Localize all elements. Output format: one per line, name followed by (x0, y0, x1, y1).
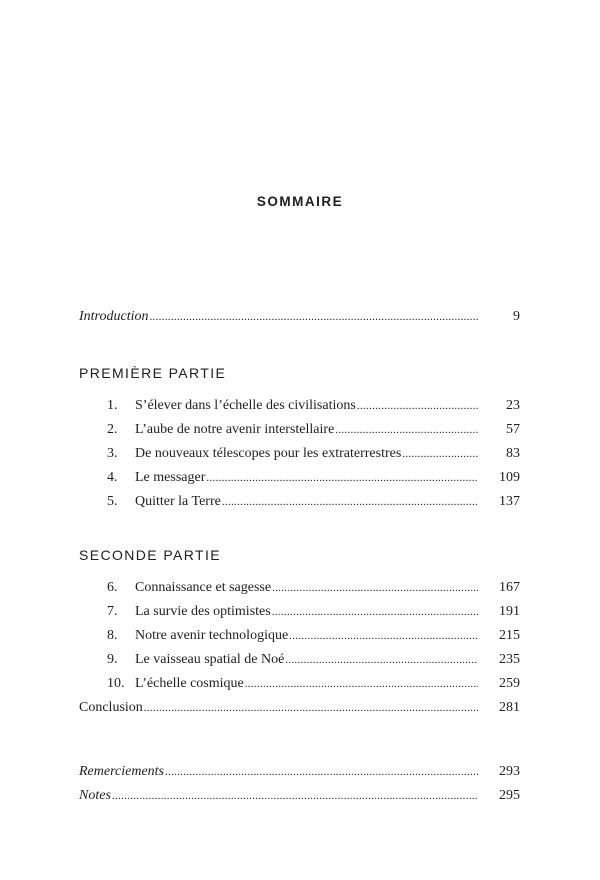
toc-entry-chapter-8[interactable] (107, 626, 520, 646)
toc-entry-page: 167 (499, 580, 520, 595)
toc-entry-page: 295 (499, 788, 520, 803)
toc-entry-label (107, 396, 356, 416)
dot-leader (245, 674, 478, 694)
toc-entry-chapter-10[interactable] (107, 674, 520, 694)
toc-entry-page: 137 (499, 494, 520, 509)
chapter-title: Connaissance et sagesse (135, 580, 272, 595)
toc-entry-conclusion[interactable] (79, 698, 520, 718)
toc-entry-label (107, 602, 271, 622)
toc-entry-page: 83 (506, 446, 520, 461)
chapter-number: 7. (107, 604, 118, 619)
dot-leader (335, 420, 478, 440)
chapter-title: Quitter la Terre (135, 494, 221, 509)
part-heading-2: SECONDE PARTIE (79, 547, 221, 563)
toc-entry-remerciements[interactable] (79, 762, 520, 782)
toc-entry-page: 259 (499, 676, 520, 691)
toc-entry-page: 281 (499, 700, 520, 715)
toc-entry-page: 293 (499, 764, 520, 779)
dot-leader (272, 602, 478, 622)
toc-entry-label (107, 674, 244, 694)
chapter-title: De nouveaux télescopes pour les extraterrestres (135, 446, 402, 461)
toc-entry-chapter-9[interactable] (107, 650, 520, 670)
dot-leader (149, 307, 478, 327)
dot-leader (289, 626, 478, 646)
chapter-number: 3. (107, 446, 118, 461)
chapter-number: 4. (107, 470, 118, 485)
chapter-number: 5. (107, 494, 118, 509)
toc-entry-chapter-7[interactable] (107, 602, 520, 622)
toc-entry-page: 23 (506, 398, 520, 413)
toc-entry-label: Remerciements (79, 764, 164, 779)
toc-entry-page: 109 (499, 470, 520, 485)
chapter-title: L’échelle cosmique (135, 676, 244, 691)
chapter-number: 8. (107, 628, 118, 643)
chapter-number: 9. (107, 652, 118, 667)
part-heading-1: PREMIÈRE PARTIE (79, 365, 227, 381)
toc-entry-chapter-3[interactable] (107, 444, 520, 464)
dot-leader (112, 786, 478, 806)
dot-leader (272, 578, 478, 598)
chapter-number: 1. (107, 398, 118, 413)
chapter-number: 10. (107, 676, 125, 691)
dot-leader (144, 698, 478, 718)
toc-entry-label (107, 444, 401, 464)
toc-entry-introduction[interactable] (79, 307, 520, 327)
toc-entry-label (107, 578, 271, 598)
toc-entry-notes[interactable] (79, 786, 520, 806)
toc-entry-page: 9 (513, 309, 520, 324)
chapter-title: S’élever dans l’échelle des civilisations (135, 398, 356, 413)
chapter-number: 2. (107, 422, 118, 437)
toc-entry-label: Notes (79, 788, 111, 803)
chapter-number: 6. (107, 580, 118, 595)
toc-entry-chapter-1[interactable] (107, 396, 520, 416)
chapter-title: Le vaisseau spatial de Noé (135, 652, 285, 667)
toc-entry-label (107, 650, 284, 670)
chapter-title: L’aube de notre avenir interstellaire (135, 422, 335, 437)
toc-entry-chapter-5[interactable] (107, 492, 520, 512)
toc-entry-page: 191 (499, 604, 520, 619)
chapter-title: Notre avenir technologique (135, 628, 289, 643)
dot-leader (165, 762, 478, 782)
dot-leader (222, 492, 478, 512)
chapter-title: La survie des optimistes (135, 604, 271, 619)
dot-leader (357, 396, 478, 416)
toc-entry-label: Conclusion (79, 700, 143, 715)
toc-entry-label (107, 626, 288, 646)
toc-entry-label (107, 492, 221, 512)
toc-entry-label (107, 468, 205, 488)
toc-entry-chapter-6[interactable] (107, 578, 520, 598)
dot-leader (402, 444, 478, 464)
toc-entry-chapter-4[interactable] (107, 468, 520, 488)
chapter-title: Le messager (135, 470, 206, 485)
dot-leader (206, 468, 478, 488)
toc-entry-label (107, 420, 334, 440)
toc-entry-page: 235 (499, 652, 520, 667)
dot-leader (285, 650, 478, 670)
toc-entry-label: Introduction (79, 309, 149, 324)
toc-entry-chapter-2[interactable] (107, 420, 520, 440)
page-title: SOMMAIRE (256, 194, 344, 209)
toc-entry-page: 215 (499, 628, 520, 643)
toc-entry-page: 57 (506, 422, 520, 437)
